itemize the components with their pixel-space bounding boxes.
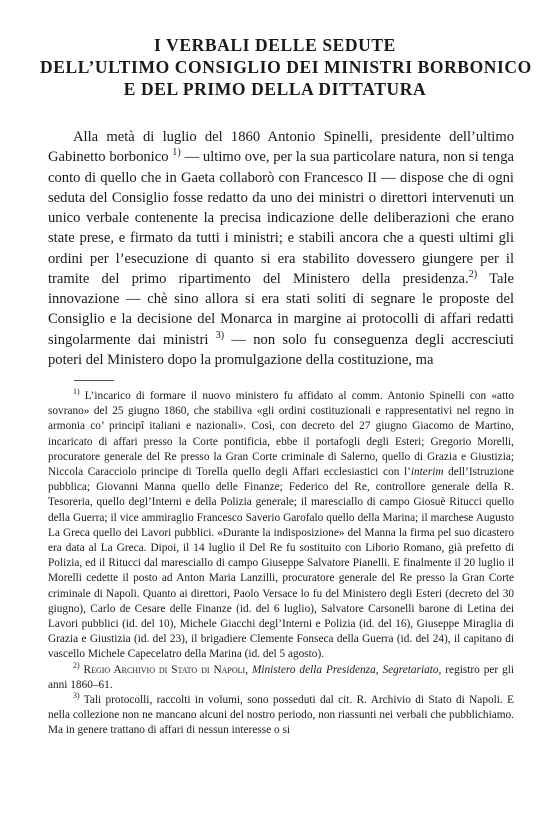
footnotes (48, 389, 514, 739)
footnote-1-text-b: dell’Istruzione pubblica; Giovanni Manna quello delle Finanze; Federico del Re, controllore generale della R. Tesoreria, quello degl’Interni e della Polizia generale; il maresciallo di campo Giosuè Ritucci quello della Guerra; il vice ammiraglio Francesco Saverio Garofalo quello della Marina; il marchese Augusto La Greca quello dei Lavori pubblici. «Durante la indisposizione» del Manna la firma pel suo dicastero era data al La Greca. Dipoi, il 14 luglio il Del Re fu sostituito con Liborio Romano, già prefetto di Polizia, ed il Ritucci dal maresciallo di campo Giuseppe Salvatore Pianelli. E finalmente il 20 luglio il Morelli cedette il posto ad Anton Maria Lanzilli, procuratore generale del Re presso la Gran Corte criminale di Napoli. Quanto ai direttori, Paolo Versace lo fu del Ministero degli Esteri (decreto del 30 giugno), Carlo de Cesare delle Finanze (id. del 6 luglio), Salvatore Carsonelli barone di Letina dei Lavori pubblici (id. del 10), Michele Giacchi degl’Interni e Polizia (id. del 16), Giuseppe Miraglia di Grazia e Giustizia (id. del 23), il brigadiere Clemente Fonseca della Guerra (id. del 24), il capitano di vascello Michele Capecelatro della Marina (id. del 5 agosto). (48, 466, 514, 661)
footnote-ref-2: 2) (468, 268, 478, 280)
footnote-3-text: Tali protocolli, raccolti in volumi, sono posseduti dal cit. R. Archivio di Stato di Napoli. E nella collezione non ne mancano alcuni del nostro periodo, non riassunti nei verbali che pubblichiamo. Ma in genere trattano di affari di nessun interesse o si (48, 694, 514, 737)
body-segment-3: Tale innovazione — chè sino allora si era stati soliti di segnare le proposte del Consiglio e la decisione del Monarca in margine ai protocolli di affari redatti singolarmente dai ministri (48, 270, 514, 348)
footnote-2-mark: 2) (73, 660, 80, 670)
footnote-ref-3: 3) (215, 329, 225, 341)
footnote-2: $^{2)}$ Regio Archivio di Stato di Napoli, Ministero della Presidenza, Segretariato, registro per gli anni 1860–61. (48, 660, 515, 691)
footnote-3-mark: 3) (73, 691, 80, 701)
footnote-3 (48, 693, 514, 739)
footnote-divider (74, 380, 114, 381)
footnote-1 (48, 389, 514, 663)
footnote-2-text: registro per gli anni 1860–61. (48, 663, 515, 691)
footnote-1-mark: 1) (73, 387, 80, 397)
title-line-1: I VERBALI DELLE SEDUTE (154, 35, 396, 55)
title-line-3: E DEL PRIMO DELLA DITTATURA (123, 79, 427, 99)
title-line-2: DELL’ULTIMO CONSIGLIO DEI MINISTRI BORBONICO (40, 57, 532, 77)
footnote-2-italic: Ministero della Presidenza, Segretariato, (251, 663, 442, 676)
body-segment-4: — non solo fu conseguenza degli accresciuti poteri del Ministero dopo la promulgazione della costituzione, ma (48, 331, 514, 368)
footnote-ref-1: 1) (172, 147, 181, 159)
body-paragraph (48, 127, 514, 370)
footnote-2-archive: Regio Archivio di Stato di Napoli (83, 663, 246, 676)
footnote-1-italic: interim (410, 466, 444, 479)
body-segment-1: Alla metà di luglio del 1860 Antonio Spinelli, presidente dell’ultimo Gabinetto borbonico (48, 129, 514, 166)
chapter-title (40, 34, 532, 100)
footnote-1-text-a: L’incarico di formare il nuovo ministero fu affidato al comm. Antonio Spinelli con «atto sovrano» del 25 giugno 1860, che stabiliva «gli ordini costituzionali e rappresentativi nel regno in armonia co’ principî italiani e nazionali». Così, con decreto del 27 giugno Giacomo de Martino, incaricato di affari presso la Corte pontificia, ebbe il portafogli degli Esteri; Gregorio Morelli, procuratore generale del Re presso la Gran Corte criminale di Salerno, quello di Grazia e Giustizia; Niccola Caracciolo principe di Torella quello degli Affari ecclesiastici con l’ (48, 390, 514, 479)
body-segment-2: — ultimo ove, per la sua particolare natura, non si tenga conto di quello che in Gaeta collaborò con Francesco II — dispose che di ogni seduta del Consiglio fosse redatto da uno dei ministri o direttori intervenuti un unico verbale contenente la precisa indicazione delle deliberazioni che erano state prese, e firmato da tutti i ministri; e stabilì ancora che a questi ultimi gli ordini per l’esecuzione di quanto si era stabilito dovessero giungere per il tramite del primo ripartimento del Ministero della presidenza. (48, 149, 515, 287)
body-text (48, 127, 514, 370)
